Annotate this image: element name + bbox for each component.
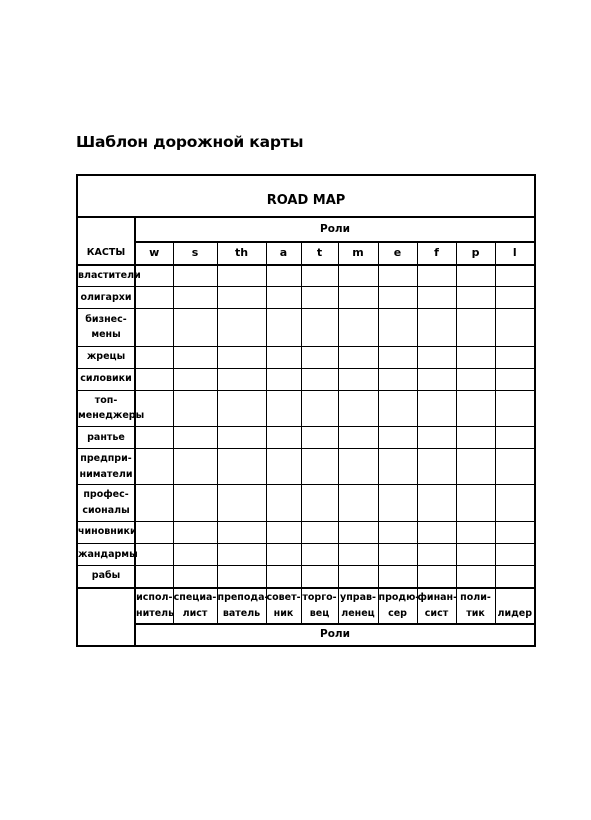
caste-label-line: рантье: [87, 431, 125, 443]
grid-cell[interactable]: [338, 346, 378, 368]
role-name-line: ватель: [222, 607, 261, 619]
table-row: [77, 390, 535, 426]
grid-cell[interactable]: [338, 427, 378, 449]
grid-cell[interactable]: [495, 449, 535, 485]
role-name: [135, 588, 173, 624]
grid-cell[interactable]: [417, 565, 456, 587]
grid-cell[interactable]: [495, 265, 535, 287]
grid-cell[interactable]: [338, 265, 378, 287]
grid-cell[interactable]: [266, 265, 301, 287]
grid-cell[interactable]: [173, 368, 217, 390]
grid-cell[interactable]: [417, 485, 456, 521]
caste-label: [77, 427, 135, 449]
grid-cell[interactable]: [217, 565, 266, 587]
table-row: [77, 521, 535, 543]
grid-cell[interactable]: [266, 346, 301, 368]
grid-cell[interactable]: [456, 265, 495, 287]
role-letter-p: p: [456, 242, 495, 264]
grid-cell[interactable]: [338, 390, 378, 426]
grid-cell[interactable]: [417, 449, 456, 485]
role-name: [495, 588, 535, 624]
grid-cell[interactable]: [495, 390, 535, 426]
grid-cell[interactable]: [456, 309, 495, 346]
grid-cell[interactable]: [266, 390, 301, 426]
role-name-line: финан-: [417, 592, 458, 604]
grid-cell[interactable]: [456, 427, 495, 449]
grid-cell[interactable]: [378, 543, 417, 565]
role-name-line: нитель: [136, 607, 175, 619]
grid-cell[interactable]: [266, 449, 301, 485]
grid-cell[interactable]: [301, 390, 338, 426]
caste-label-line: жрецы: [86, 351, 126, 363]
grid-cell[interactable]: [378, 565, 417, 587]
roles-header: Роли: [135, 217, 535, 242]
role-letter-f: f: [417, 242, 456, 264]
caste-label-line: менеджеры: [78, 410, 145, 422]
table-row: [77, 565, 535, 587]
grid-cell[interactable]: [266, 543, 301, 565]
grid-cell[interactable]: [338, 287, 378, 309]
grid-cell[interactable]: [217, 390, 266, 426]
caste-label: [77, 287, 135, 309]
grid-cell[interactable]: [456, 346, 495, 368]
table-row: [77, 287, 535, 309]
grid-cell[interactable]: [217, 449, 266, 485]
role-letter-e: e: [378, 242, 417, 264]
grid-cell[interactable]: [135, 485, 173, 521]
grid-cell[interactable]: [173, 346, 217, 368]
grid-cell[interactable]: [217, 287, 266, 309]
grid-cell[interactable]: [338, 565, 378, 587]
grid-cell[interactable]: [417, 390, 456, 426]
grid-cell[interactable]: [495, 543, 535, 565]
grid-cell[interactable]: [495, 485, 535, 521]
grid-cell[interactable]: [135, 309, 173, 346]
role-name-line: сер: [388, 607, 407, 619]
caste-label: [77, 390, 145, 426]
grid-cell[interactable]: [173, 427, 217, 449]
caste-label-line: мены: [91, 329, 121, 341]
grid-cell[interactable]: [173, 390, 217, 426]
role-name: [301, 588, 338, 624]
caste-label: [77, 346, 135, 368]
grid-cell[interactable]: [338, 449, 378, 485]
grid-cell[interactable]: [266, 309, 301, 346]
grid-cell[interactable]: [456, 449, 495, 485]
table-row: [77, 427, 535, 449]
grid-cell[interactable]: [378, 390, 417, 426]
role-name-line: лист: [182, 607, 208, 619]
grid-cell[interactable]: [456, 287, 495, 309]
grid-cell[interactable]: [301, 565, 338, 587]
grid-cell[interactable]: [338, 485, 378, 521]
caste-label: [77, 368, 135, 390]
role-letter-th: th: [217, 242, 266, 264]
role-letter-s: s: [173, 242, 217, 264]
grid-cell[interactable]: [217, 543, 266, 565]
table-row: [77, 543, 535, 565]
caste-label: [77, 521, 135, 543]
grid-cell[interactable]: [456, 368, 495, 390]
grid-cell[interactable]: [378, 521, 417, 543]
role-name-line: [496, 590, 535, 606]
caste-label: [77, 309, 135, 346]
grid-cell[interactable]: [173, 543, 217, 565]
grid-cell[interactable]: [266, 485, 301, 521]
role-name: [417, 588, 456, 624]
grid-cell[interactable]: [301, 309, 338, 346]
road-map-table: [76, 174, 536, 647]
grid-cell[interactable]: [417, 368, 456, 390]
grid-cell[interactable]: [173, 485, 217, 521]
role-name-line: сист: [424, 607, 449, 619]
grid-cell[interactable]: [417, 265, 456, 287]
grid-cell[interactable]: [135, 543, 173, 565]
grid-cell[interactable]: [301, 346, 338, 368]
role-letter-t: t: [301, 242, 338, 264]
role-name-line: ник: [273, 607, 294, 619]
caste-label: [77, 449, 135, 485]
grid-cell[interactable]: [266, 521, 301, 543]
table-row: [77, 449, 535, 485]
grid-cell[interactable]: [217, 309, 266, 346]
role-letter-w: w: [135, 242, 173, 264]
page-title: Шаблон дорожной карты: [76, 133, 304, 151]
grid-cell[interactable]: [378, 265, 417, 287]
caste-label-line: предпри-: [80, 453, 132, 465]
grid-cell[interactable]: [217, 521, 266, 543]
caste-label-line: чиновники: [78, 526, 137, 538]
grid-cell[interactable]: [301, 449, 338, 485]
role-name: [173, 588, 217, 624]
role-name-line: продю-: [378, 592, 420, 604]
grid-cell[interactable]: [173, 449, 217, 485]
roles-footer: Роли: [135, 624, 535, 646]
grid-cell[interactable]: [338, 521, 378, 543]
role-name-line: тик: [466, 607, 485, 619]
role-name: [266, 588, 301, 624]
grid-cell[interactable]: [495, 427, 535, 449]
caste-label-line: профес-: [83, 489, 129, 501]
caste-label: [77, 265, 141, 287]
grid-cell[interactable]: [417, 543, 456, 565]
role-name-line: поли-: [460, 592, 491, 604]
roles-footer-row: [77, 624, 535, 646]
caste-label-line: рабы: [91, 570, 121, 582]
role-name-line: вец: [309, 607, 330, 619]
caste-label-line: силовики: [80, 373, 132, 385]
grid-cell[interactable]: [378, 427, 417, 449]
role-letters-row: [77, 242, 535, 264]
caste-label-line: топ-: [94, 394, 118, 406]
grid-cell[interactable]: [301, 543, 338, 565]
role-name: [378, 588, 420, 624]
grid-cell[interactable]: [135, 287, 173, 309]
roles-header-row: [77, 217, 535, 242]
grid-cell[interactable]: [495, 346, 535, 368]
grid-cell[interactable]: [495, 309, 535, 346]
grid-cell[interactable]: [456, 521, 495, 543]
grid-cell[interactable]: [266, 427, 301, 449]
role-letter-m: m: [338, 242, 378, 264]
grid-cell[interactable]: [301, 368, 338, 390]
grid-cell[interactable]: [417, 521, 456, 543]
role-name-line: ленец: [341, 607, 375, 619]
grid-cell[interactable]: [173, 265, 217, 287]
grid-cell[interactable]: [301, 485, 338, 521]
role-name: [338, 588, 378, 624]
grid-cell[interactable]: [378, 309, 417, 346]
grid-cell[interactable]: [456, 390, 495, 426]
grid-cell[interactable]: [495, 521, 535, 543]
title-row: [77, 175, 535, 217]
road-map-title: ROAD MAP: [77, 175, 535, 217]
caste-label-line: жандармы: [78, 548, 138, 560]
grid-cell[interactable]: [173, 565, 217, 587]
role-letter-l: l: [495, 242, 535, 264]
caste-label-line: ниматели: [79, 468, 133, 480]
grid-cell[interactable]: [135, 390, 173, 426]
role-letter-a: a: [266, 242, 301, 264]
grid-cell[interactable]: [417, 346, 456, 368]
table-row: [77, 485, 535, 521]
grid-cell[interactable]: [173, 309, 217, 346]
grid-cell[interactable]: [456, 543, 495, 565]
role-name-line: управ-: [340, 592, 376, 604]
caste-label-line: властители: [78, 270, 141, 282]
role-name-line: торго-: [302, 592, 337, 604]
role-names-row: [77, 588, 535, 624]
grid-cell[interactable]: [338, 309, 378, 346]
grid-cell[interactable]: [378, 485, 417, 521]
grid-cell[interactable]: [217, 427, 266, 449]
grid-cell[interactable]: [217, 346, 266, 368]
caste-label-line: олигархи: [80, 291, 132, 303]
role-name-line: препода-: [217, 592, 269, 604]
grid-cell[interactable]: [135, 449, 173, 485]
grid-cell[interactable]: [378, 449, 417, 485]
grid-cell[interactable]: [301, 521, 338, 543]
role-name-line: специа-: [173, 592, 217, 604]
grid-cell[interactable]: [338, 368, 378, 390]
grid-cell[interactable]: [173, 521, 217, 543]
caste-label-line: бизнес-: [85, 313, 127, 325]
castes-header: КАСТЫ: [77, 217, 135, 264]
grid-cell[interactable]: [338, 543, 378, 565]
grid-cell[interactable]: [456, 485, 495, 521]
role-name-line: лидер: [497, 607, 533, 619]
table-row: [77, 265, 535, 287]
role-name-line: испол-: [136, 592, 173, 604]
grid-cell[interactable]: [301, 265, 338, 287]
grid-cell[interactable]: [378, 346, 417, 368]
table-row: [77, 368, 535, 390]
grid-cell[interactable]: [417, 309, 456, 346]
caste-label: [77, 485, 135, 521]
grid-cell[interactable]: [135, 346, 173, 368]
role-name-line: совет-: [266, 592, 301, 604]
table-row: [77, 346, 535, 368]
empty-corner-cell: [77, 588, 135, 646]
grid-cell[interactable]: [135, 565, 173, 587]
grid-cell[interactable]: [173, 287, 217, 309]
grid-cell[interactable]: [266, 287, 301, 309]
role-name: [456, 588, 495, 624]
grid-cell[interactable]: [456, 565, 495, 587]
grid-cell[interactable]: [495, 565, 535, 587]
grid-cell[interactable]: [266, 565, 301, 587]
grid-cell[interactable]: [417, 287, 456, 309]
grid-cell[interactable]: [301, 287, 338, 309]
grid-cell[interactable]: [495, 287, 535, 309]
grid-cell[interactable]: [266, 368, 301, 390]
table-row: [77, 309, 535, 346]
role-name: [217, 588, 269, 624]
grid-cell[interactable]: [378, 287, 417, 309]
grid-cell[interactable]: [135, 368, 173, 390]
grid-cell[interactable]: [301, 427, 338, 449]
grid-cell[interactable]: [217, 485, 266, 521]
grid-cell[interactable]: [378, 368, 417, 390]
caste-label: [77, 565, 135, 587]
grid-cell[interactable]: [135, 427, 173, 449]
caste-label: [77, 543, 138, 565]
grid-cell[interactable]: [217, 368, 266, 390]
grid-cell[interactable]: [417, 427, 456, 449]
grid-cell[interactable]: [217, 265, 266, 287]
grid-cell[interactable]: [495, 368, 535, 390]
caste-label-line: сионалы: [82, 505, 130, 517]
grid-cell[interactable]: [135, 521, 173, 543]
